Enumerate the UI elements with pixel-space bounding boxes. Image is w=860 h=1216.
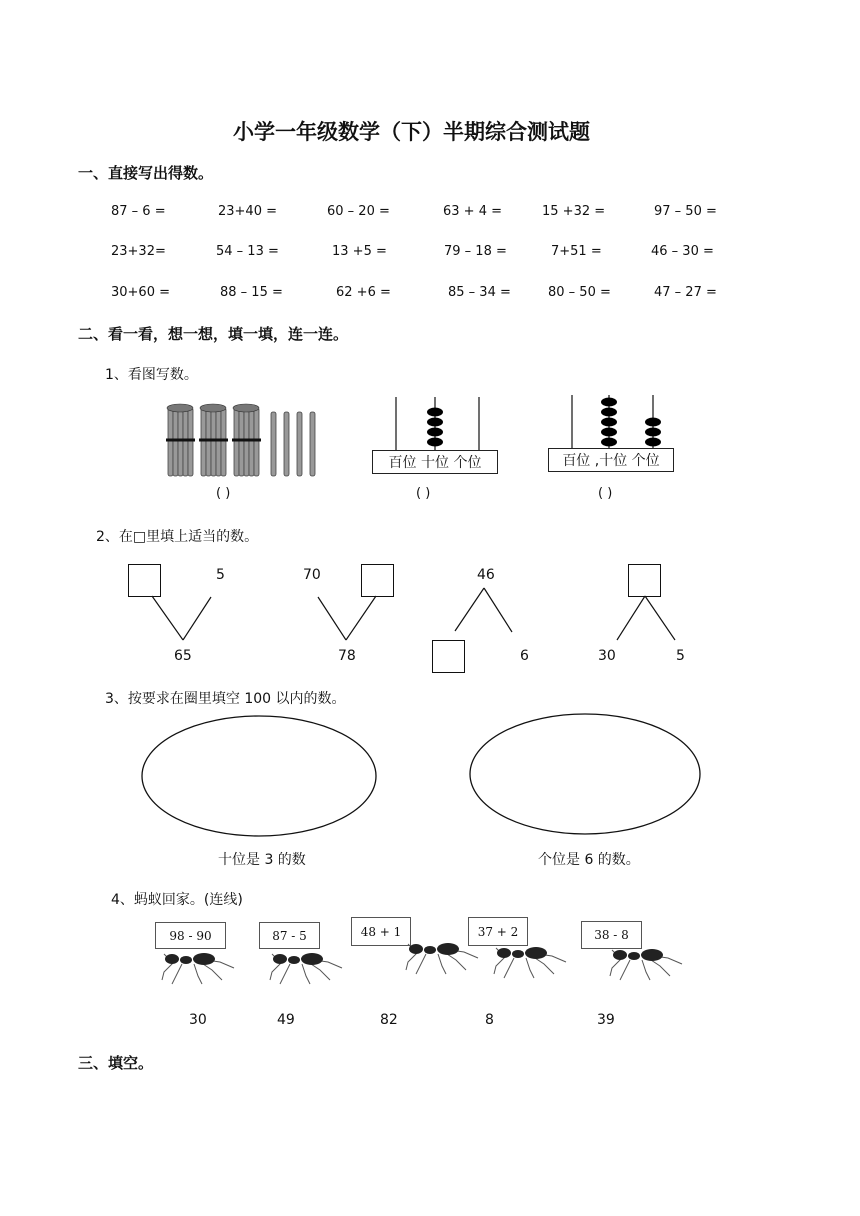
question-3-label: 3、按要求在圈里填空 100 以内的数。 (105, 691, 346, 707)
ant-answer: 49 (277, 1012, 295, 1028)
tree-1-top-right: 5 (216, 567, 225, 583)
abacus-1-place-labels: 百位 十位 个位 (372, 450, 498, 474)
ant-icon (608, 940, 686, 982)
arith-problem: 46 – 30 = (651, 244, 714, 259)
ant-icon (492, 938, 570, 980)
tree-1-bottom: 65 (174, 648, 192, 664)
ant-answer: 30 (189, 1012, 207, 1028)
tree-1-lines (150, 596, 214, 642)
ant-icon (404, 934, 482, 976)
section-3-heading: 三、填空。 (78, 1054, 154, 1072)
abacus-1-image (372, 395, 502, 450)
arith-problem: 23+40 = (218, 204, 278, 219)
arith-problem: 23+32= (111, 244, 166, 259)
caption-left: 十位是 3 的数 (218, 852, 306, 868)
answer-box[interactable] (361, 564, 394, 597)
answer-blank[interactable]: ( ) (216, 486, 231, 501)
section-2-heading: 二、看一看，想一想，填一填，连一连。 (78, 325, 349, 343)
arith-problem: 79 – 18 = (444, 244, 507, 259)
tree-4-bottom-left: 30 (598, 648, 616, 664)
ant-answer: 82 (380, 1012, 398, 1028)
question-4-label: 4、蚂蚁回家。(连线) (111, 892, 243, 908)
arith-problem: 87 – 6 = (111, 204, 166, 219)
arith-problem: 88 – 15 = (220, 285, 283, 300)
ellipse-right[interactable] (468, 712, 704, 838)
arith-problem: 63 + 4 = (443, 204, 502, 219)
abacus-2-place-labels: 百位 ,十位 个位 (548, 448, 674, 472)
ant-card: 37 + 2 (468, 917, 528, 946)
arith-problem: 54 – 13 = (216, 244, 279, 259)
arith-problem: 85 – 34 = (448, 285, 511, 300)
arith-problem: 30+60 = (111, 285, 171, 300)
tree-4-bottom-right: 5 (676, 648, 685, 664)
arith-problem: 7+51 = (551, 244, 602, 259)
answer-box[interactable] (128, 564, 161, 597)
ellipse-left[interactable] (140, 714, 380, 840)
answer-box[interactable] (628, 564, 661, 597)
tree-2-bottom: 78 (338, 648, 356, 664)
ant-card: 98 - 90 (155, 922, 226, 949)
arith-problem: 80 – 50 = (548, 285, 611, 300)
ant-card: 38 - 8 (581, 921, 642, 949)
ant-icon (268, 944, 346, 986)
arith-problem: 97 – 50 = (654, 204, 717, 219)
question-1-label: 1、看图写数。 (105, 367, 198, 383)
tree-3-top: 46 (477, 567, 495, 583)
tree-2-top-left: 70 (303, 567, 321, 583)
tree-2-lines (316, 596, 380, 642)
page-title: 小学一年级数学（下）半期综合测试题 (233, 120, 590, 144)
section-1-heading: 一、直接写出得数。 (78, 164, 214, 182)
answer-box[interactable] (432, 640, 465, 673)
arith-problem: 60 – 20 = (327, 204, 390, 219)
ant-card: 87 - 5 (259, 922, 320, 949)
arith-problem: 62 +6 = (336, 285, 391, 300)
tree-3-lines (452, 586, 516, 634)
tree-3-bottom-right: 6 (520, 648, 529, 664)
abacus-2-image (548, 393, 678, 448)
answer-blank[interactable]: ( ) (416, 486, 431, 501)
tree-4-lines (614, 596, 678, 642)
question-2-label: 2、在□里填上适当的数。 (96, 529, 259, 545)
arith-problem: 15 +32 = (542, 204, 606, 219)
ant-card: 48 + 1 (351, 917, 411, 946)
answer-blank[interactable]: ( ) (598, 486, 613, 501)
stick-bundles-image (162, 402, 322, 480)
caption-right: 个位是 6 的数。 (538, 852, 640, 868)
ant-icon (160, 944, 238, 986)
arith-problem: 47 – 27 = (654, 285, 717, 300)
arith-problem: 13 +5 = (332, 244, 387, 259)
ant-answer: 39 (597, 1012, 615, 1028)
ant-answer: 8 (485, 1012, 494, 1028)
